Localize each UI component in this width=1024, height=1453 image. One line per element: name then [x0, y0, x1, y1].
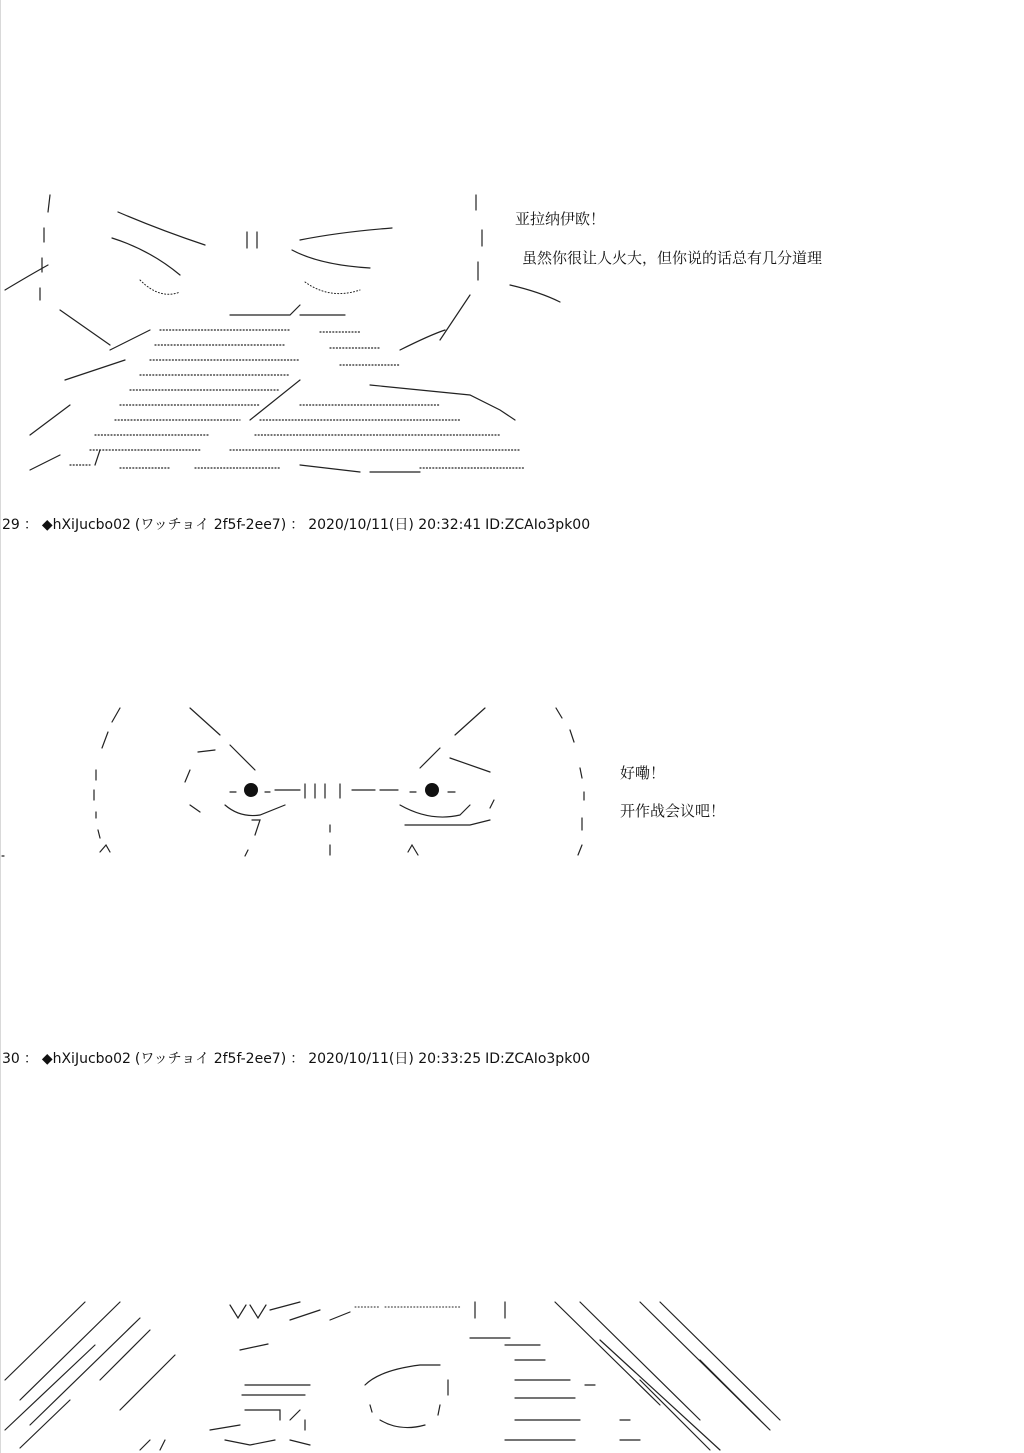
post-colon: ：: [290, 1051, 305, 1067]
post-separator: ：: [23, 1051, 38, 1067]
post-number: 30: [2, 1051, 20, 1067]
poster-trip: (ワッチョイ 2f5f-2ee7): [134, 517, 287, 533]
poster-id: ID:ZCAIo3pk00: [485, 517, 591, 533]
post-number: 29: [2, 517, 20, 533]
post-datetime: 2020/10/11(日) 20:33:25: [308, 1051, 482, 1067]
post-datetime: 2020/10/11(日) 20:32:41: [308, 517, 482, 533]
speech-line: 虽然你很让人火大，但你说的话总有几分道理: [522, 249, 823, 267]
speech-line: 亚拉纳伊欧！: [515, 210, 606, 228]
post-separator: ：: [23, 517, 38, 533]
poster-name: ◆hXiJucbo02: [41, 1051, 131, 1067]
poster-trip: (ワッチョイ 2f5f-2ee7): [134, 1051, 287, 1067]
speech-line: 开作战会议吧！: [620, 802, 726, 820]
post-colon: ：: [290, 517, 305, 533]
poster-id: ID:ZCAIo3pk00: [485, 1051, 591, 1067]
speech-line: 好嘞！: [620, 764, 666, 782]
poster-name: ◆hXiJucbo02: [41, 517, 131, 533]
